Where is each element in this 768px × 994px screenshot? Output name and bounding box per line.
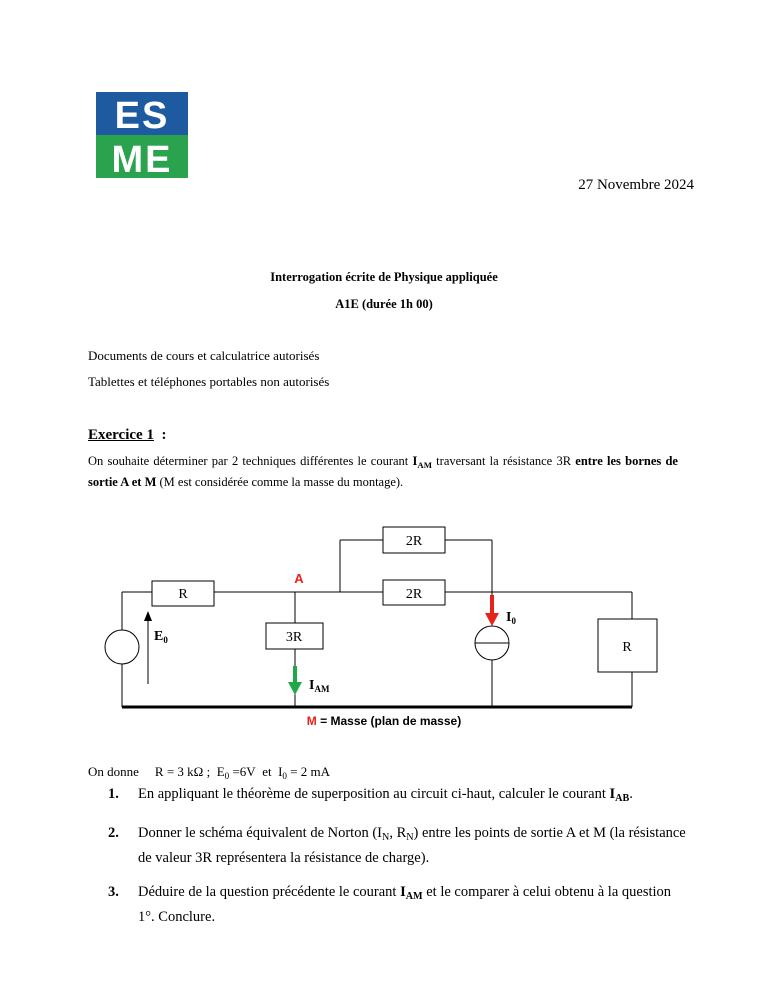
circuit-diagram [0, 500, 768, 760]
voltage-source-e0 [105, 630, 139, 664]
exam-title: Interrogation écrite de Physique appliquée [270, 270, 498, 284]
e0-arrow-icon [144, 611, 152, 684]
esme-logo [96, 92, 188, 178]
i0-arrow-icon [485, 595, 499, 626]
exercise-title: Exercice 1 : [88, 427, 167, 443]
label-2r-middle: 2R [405, 587, 423, 602]
question-3: 3. Déduire de la question précédente le courant $I_{AM}$ et le comparer à celui obtenu à la question 1°. Conclure. [108, 884, 672, 925]
question-2: 2. Donner le schéma équivalent de Norton ($I_N$, $R_N$) entre les points de sortie A et M (la résistance de valeur 3R représentera la résistance de charge). [108, 825, 686, 866]
label-2r-top: 2R [405, 534, 423, 549]
label-e0: $E_0$ [154, 629, 168, 645]
label-r-right: R [622, 640, 632, 655]
note-devices: Tablettes et téléphones portables non autorisés [88, 374, 330, 389]
label-3r: 3R [285, 630, 303, 645]
exam-subtitle: A1E (durée 1h 00) [335, 297, 433, 311]
note-documents: Documents de cours et calculatrice autorisés [88, 348, 320, 363]
given-values: On donne R = 3 kΩ ; $E_0 =6V$ et $I_0 = 2$ mA [88, 764, 331, 781]
label-r-left: R [178, 587, 188, 602]
iam-arrow-icon [288, 666, 302, 695]
question-list [88, 784, 688, 941]
label-i0: $I_0$ [506, 610, 516, 626]
exercise-intro: On souhaite déterminer par 2 techniques différentes le courant $I_{AM}$ traversant la résistance 3R entre les bornes de sortie A et M (M est considérée comme la masse du montage). [88, 454, 678, 489]
label-node-a: A [294, 571, 304, 586]
question-1: 1. En appliquant le théorème de superposition au circuit ci-haut, calculer le courant $I_{AB}$. [108, 786, 633, 804]
logo-bottom-text: ME [111, 139, 173, 178]
logo-top-text: ES [114, 95, 170, 137]
label-mass: M = Masse (plan de masse) [306, 714, 462, 728]
label-iam: $I_{AM}$ [309, 678, 330, 694]
exam-date: 27 Novembre 2024 [578, 177, 694, 193]
